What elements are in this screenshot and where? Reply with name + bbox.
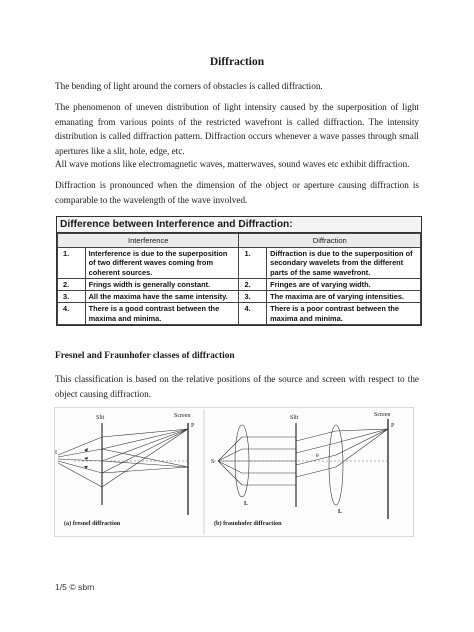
diffraction-cell: Diffraction is due to the superposition of secondary wavelets from the different parts of the same wavefront. [267,248,421,279]
diffraction-cell: The maxima are of varying intensities. [267,291,421,303]
comparison-table [56,216,422,326]
fraunhofer-p-label: P [391,423,395,429]
diffraction-figure [54,407,414,537]
interference-cell: Frings width is generally constant. [85,278,239,290]
table-header-row [58,234,421,248]
fresnel-slit-label: Slit [96,415,105,421]
diffraction-cell: There is a poor contrast between the maxima and minima. [267,303,421,325]
row-number: 1. [239,248,267,279]
interference-cell: There is a good contrast between the maxima and minima. [85,303,239,325]
fraunhofer-lens1-label: L [244,501,249,507]
fresnel-p-label: P [191,423,195,429]
row-number: 3. [58,291,86,303]
table-row [58,291,421,303]
header-interference: Interference [58,234,239,248]
diffraction-cell: Fringes are of varying width. [267,278,421,290]
row-number: 2. [58,278,86,290]
row-number: 3. [239,291,267,303]
paragraph-wave-motions: All wave motions like electromagnetic waves, matterwaves, sound waves etc exhibit diffraction. [55,159,410,169]
fraunhofer-slit-label: Slit [290,415,299,421]
fraunhofer-screen-label: Screen [374,412,391,418]
fresnel-source-label: I [55,450,57,456]
row-number: 1. [58,248,86,279]
table-title: Difference between Interference and Diffraction: [57,217,421,233]
header-diffraction: Diffraction [239,234,421,248]
row-number: 4. [239,303,267,325]
paragraph-classification: This classification is based on the relative positions of the source and screen with respect to the object causing diffraction. [55,374,419,399]
section-heading: Fresnel and Fraunhofer classes of diffraction [55,351,235,361]
interference-cell: All the maxima have the same intensity. [85,291,239,303]
comparison-grid [57,233,421,325]
fraunhofer-theta-label: θ [316,453,319,459]
table-row [58,303,421,325]
figure-frame [55,408,414,537]
row-number: 4. [58,303,86,325]
page-title: Diffraction [209,56,265,68]
fresnel-caption: (a) fresnel diffraction [64,520,121,527]
fresnel-screen-label: Screen [174,413,191,419]
paragraph-definition: The bending of light around the corners of obstacles is called diffraction. [55,81,323,91]
paragraph-pronounced: Diffraction is pronounced when the dimension of the object or aperture causing diffraction is comparable to the wavelength of the wave involved. [55,180,419,205]
fraunhofer-caption: (b) fraunhofer diffraction [214,520,282,527]
table-row [58,248,421,279]
interference-cell: Interference is due to the superposition of two different waves coming from coherent sources. [85,248,239,279]
row-number: 2. [239,278,267,290]
table-row [58,278,421,290]
paragraph-phenomenon: The phenomenon of uneven distribution of light intensity caused by the superposition of light emanating from various points of the restricted wavefront is called diffraction. The intensity distribution is called diffraction pattern. Diffraction occurs whenever a wave passes through small apertures like a slit, hole, edge, etc. [55,102,419,156]
page-footer: 1/5 © sbm [55,582,95,592]
fraunhofer-lens2-label: L [338,509,343,515]
fraunhofer-source-label: S [211,459,215,465]
